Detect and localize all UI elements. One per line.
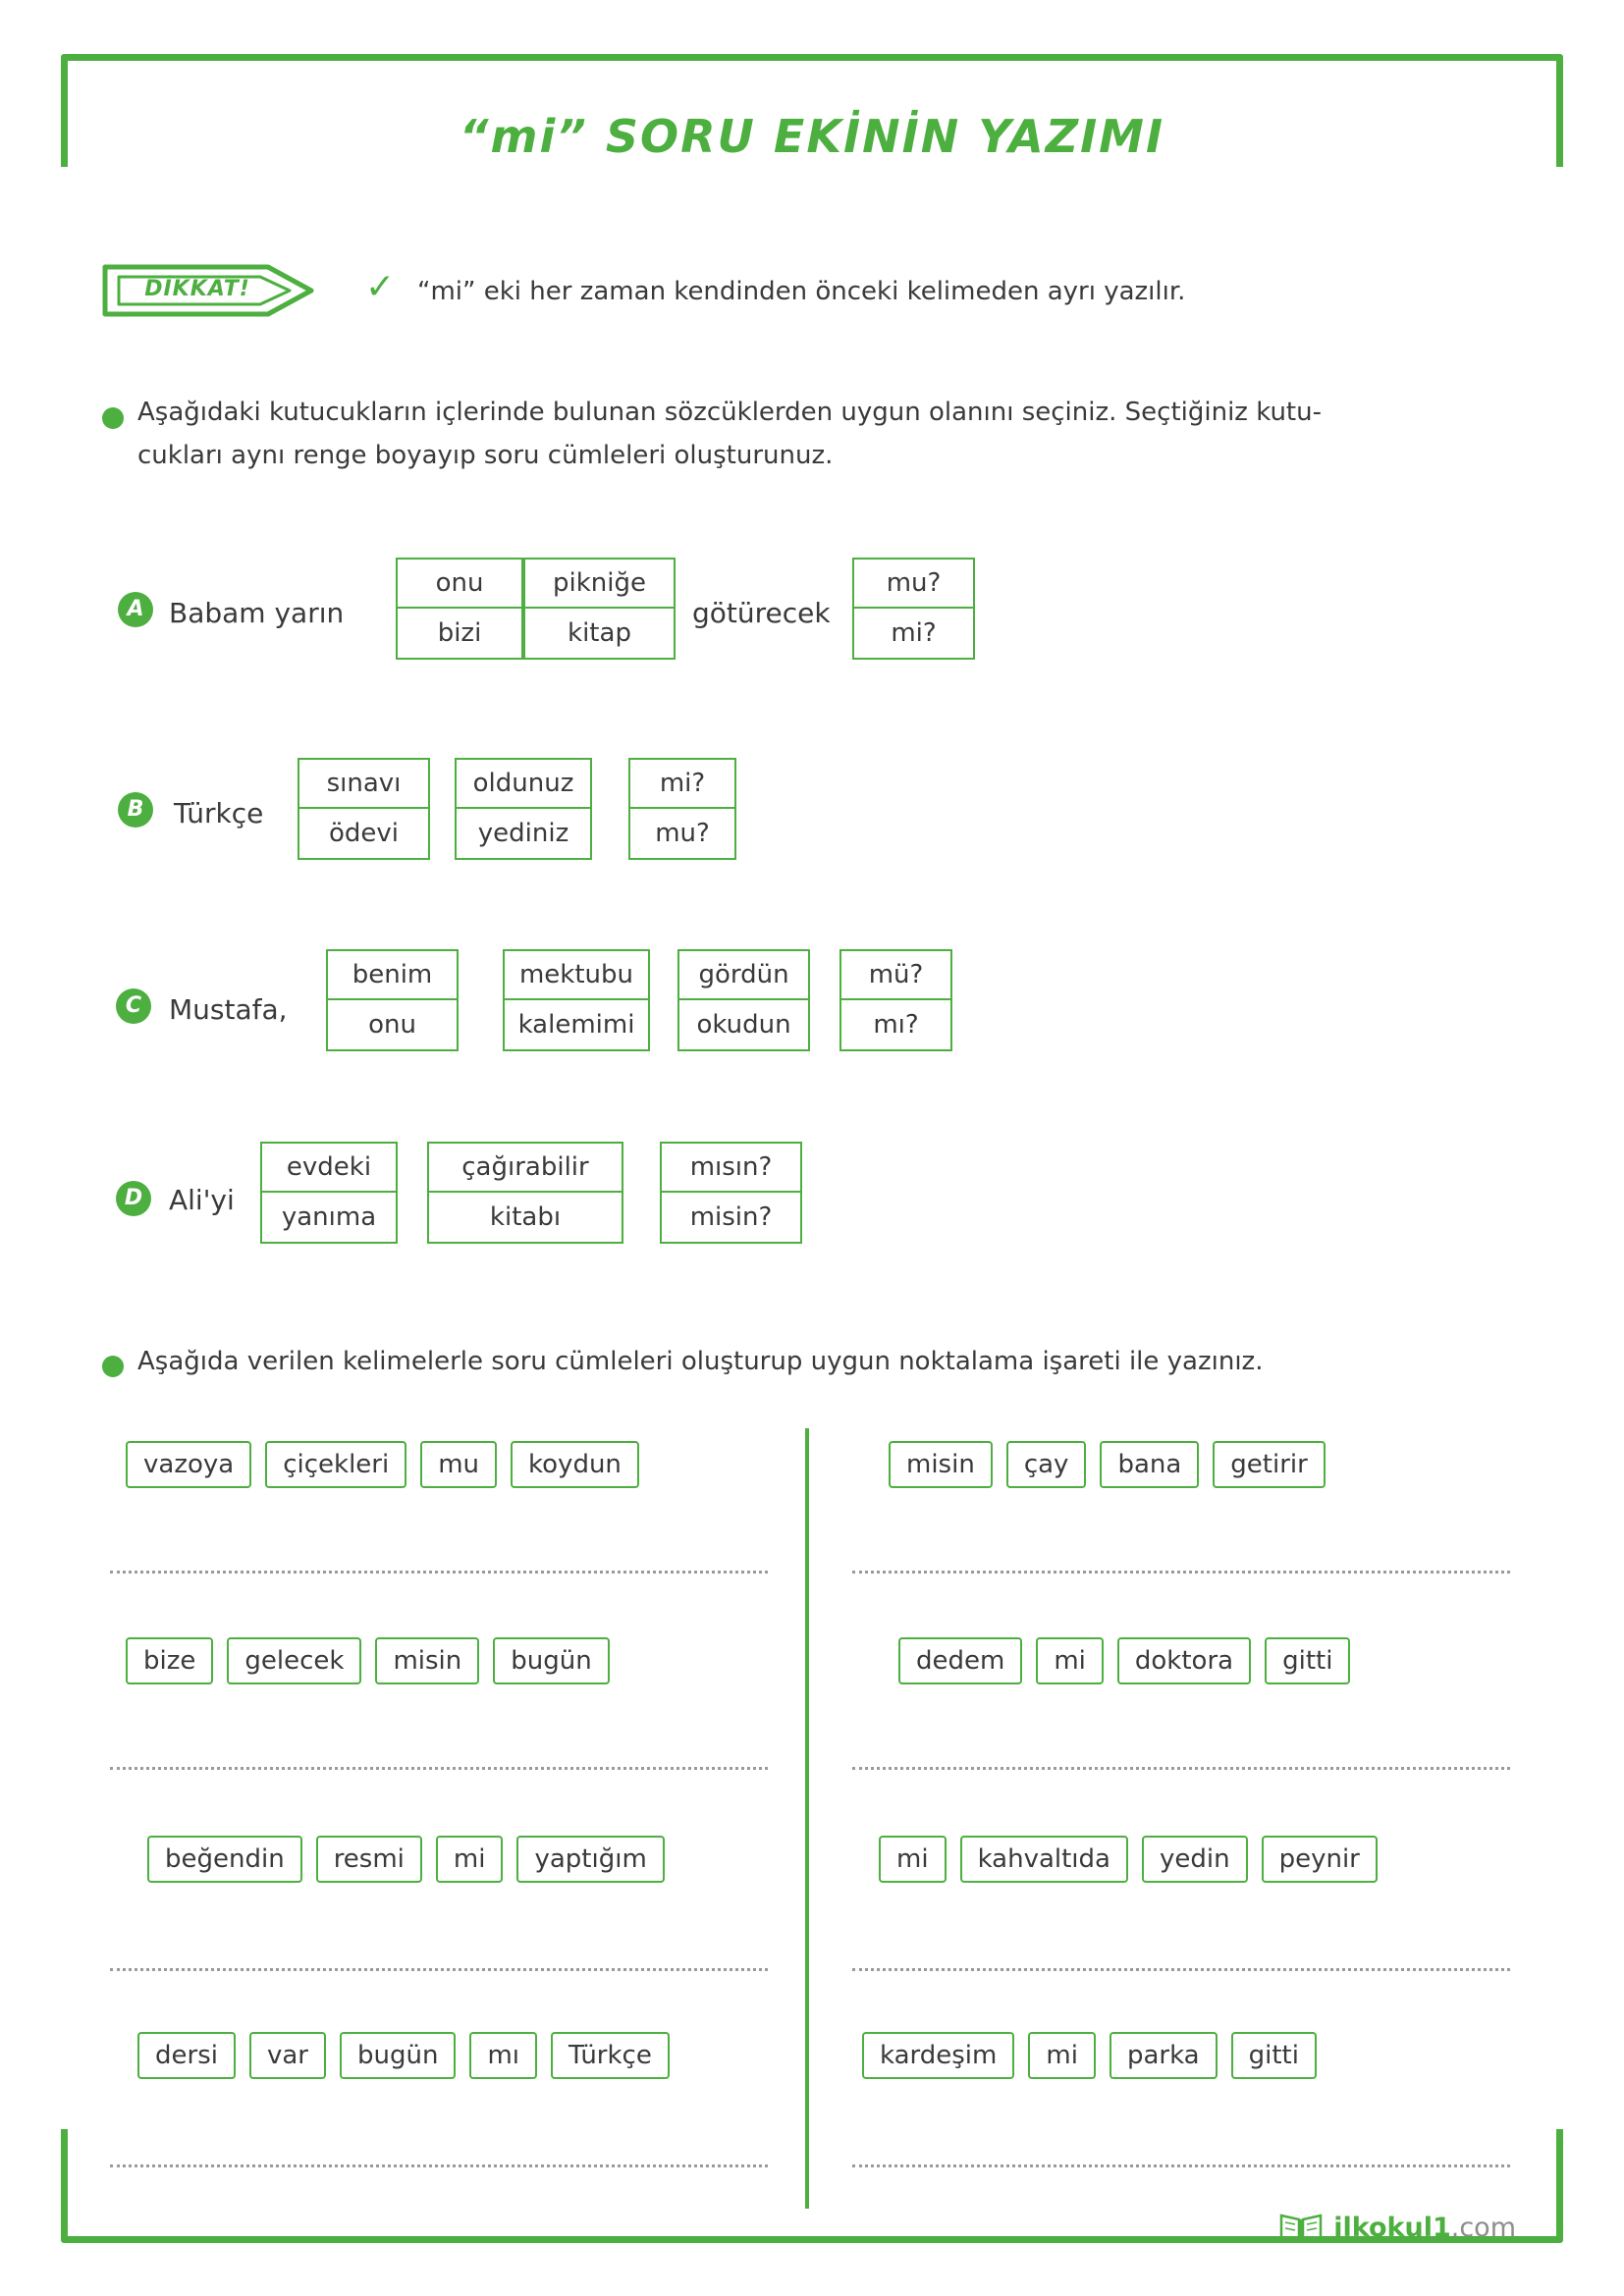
attention-badge [101,257,317,324]
exercise-b-group-2 [455,758,592,860]
choice-cell[interactable]: benim [326,949,459,1000]
word-chip[interactable]: yaptığım [516,1836,664,1883]
word-chip[interactable]: mi [879,1836,947,1883]
choice-cell[interactable]: mektubu [503,949,650,1000]
answer-line-right-1[interactable] [852,1571,1510,1574]
answer-line-right-4[interactable] [852,2164,1510,2167]
word-chip[interactable]: beğendin [147,1836,302,1883]
choice-cell[interactable]: kitabı [427,1193,623,1244]
exercise-label-a: A [118,592,153,627]
exercise-a-group-2 [523,558,676,660]
answer-line-right-3[interactable] [852,1968,1510,1971]
word-chip[interactable]: bugün [340,2032,456,2079]
word-row-right-1 [889,1441,1326,1488]
word-chip[interactable]: parka [1110,2032,1218,2079]
word-chip[interactable]: dersi [137,2032,236,2079]
word-chip[interactable]: doktora [1117,1637,1251,1684]
exercise-c-group-1 [326,949,459,1051]
word-chip[interactable]: yedin [1142,1836,1248,1883]
choice-cell[interactable]: sınavı [298,758,430,809]
exercise-c-group-4 [839,949,952,1051]
choice-cell[interactable]: kalemimi [503,1000,650,1051]
choice-cell[interactable]: yediniz [455,809,592,860]
word-chip[interactable]: gelecek [227,1637,361,1684]
choice-cell[interactable]: mi? [852,609,975,660]
choice-cell[interactable]: mu? [852,558,975,609]
exercise-d-lead: Ali'yi [169,1184,235,1216]
word-chip[interactable]: resmi [316,1836,422,1883]
exercise-a-group-1 [396,558,523,660]
choice-cell[interactable]: gördün [677,949,810,1000]
choice-cell[interactable]: mu? [628,809,736,860]
word-chip[interactable]: mı [469,2032,537,2079]
choice-cell[interactable]: oldunuz [455,758,592,809]
exercise-label-b: B [118,792,153,828]
word-chip[interactable]: bana [1100,1441,1199,1488]
choice-cell[interactable]: onu [326,1000,459,1051]
exercise-d-group-2 [427,1142,623,1244]
choice-cell[interactable]: bizi [396,609,523,660]
exercise-b-group-3 [628,758,736,860]
word-chip[interactable]: gitti [1231,2032,1317,2079]
word-chip[interactable]: Türkçe [551,2032,670,2079]
column-divider [805,1428,809,2209]
word-chip[interactable]: dedem [898,1637,1022,1684]
exercise-label-c: C [116,988,151,1024]
exercise-a-lead: Babam yarın [169,597,345,629]
word-chip[interactable]: bugün [493,1637,609,1684]
logo-suffix: .com [1450,2212,1516,2243]
logo-name: ilkokul1 [1333,2212,1451,2243]
exercise-d-group-1 [260,1142,398,1244]
word-chip[interactable]: kardeşim [862,2032,1014,2079]
check-icon: ✓ [365,267,396,307]
exercise-label-d: D [116,1181,151,1216]
exercise-b-group-1 [298,758,430,860]
exercise-c-lead: Mustafa, [169,993,288,1026]
page-title: “mi” SORU EKİNİN YAZIMI [459,110,1165,163]
word-chip[interactable]: var [249,2032,326,2079]
choice-cell[interactable]: okudun [677,1000,810,1051]
word-chip[interactable]: bize [126,1637,213,1684]
choice-cell[interactable]: ödevi [298,809,430,860]
word-chip[interactable]: mi [1028,2032,1096,2079]
site-logo [1278,2210,1516,2245]
choice-cell[interactable]: pikniğe [523,558,676,609]
word-row-left-1 [126,1441,639,1488]
answer-line-left-2[interactable] [110,1767,768,1770]
choice-cell[interactable]: mısın? [660,1142,802,1193]
word-chip[interactable]: mi [1036,1637,1104,1684]
choice-cell[interactable]: çağırabilir [427,1142,623,1193]
word-chip[interactable]: çiçekleri [265,1441,406,1488]
word-row-right-2 [898,1637,1350,1684]
word-row-right-3 [879,1836,1378,1883]
book-icon [1278,2210,1324,2245]
word-chip[interactable]: koydun [511,1441,639,1488]
word-chip[interactable]: mu [420,1441,497,1488]
exercise-c-group-2 [503,949,650,1051]
instruction-1-line2: cukları aynı renge boyayıp soru cümleleri oluşturunuz. [137,441,834,470]
instruction-1-line1: Aşağıdaki kutucukların içlerinde bulunan sözcüklerden uygun olanını seçiniz. Seçtiğiniz kutu- [137,398,1322,427]
word-row-right-4 [862,2032,1317,2079]
choice-cell[interactable]: onu [396,558,523,609]
word-chip[interactable]: mi [436,1836,504,1883]
choice-cell[interactable]: kitap [523,609,676,660]
attention-label: DİKKAT! [144,277,250,301]
word-chip[interactable]: gitti [1265,1637,1350,1684]
word-chip[interactable]: peynir [1262,1836,1378,1883]
answer-line-left-3[interactable] [110,1968,768,1971]
word-chip[interactable]: getirir [1213,1441,1326,1488]
exercise-d-group-3 [660,1142,802,1244]
choice-cell[interactable]: yanıma [260,1193,398,1244]
word-chip[interactable]: vazoya [126,1441,251,1488]
choice-cell[interactable]: mü? [839,949,952,1000]
exercise-a-group-3 [852,558,975,660]
bullet-icon-2 [102,1356,124,1377]
word-chip[interactable]: kahvaltıda [960,1836,1128,1883]
answer-line-left-4[interactable] [110,2164,768,2167]
word-chip[interactable]: misin [375,1637,479,1684]
choice-cell[interactable]: evdeki [260,1142,398,1193]
exercise-a-middle: götürecek [692,597,831,629]
choice-cell[interactable]: mı? [839,1000,952,1051]
logo-text [1333,2213,1516,2243]
word-row-left-4 [137,2032,670,2079]
choice-cell[interactable]: mi? [628,758,736,809]
word-row-left-3 [147,1836,665,1883]
exercise-b-lead: Türkçe [174,797,264,829]
word-row-left-2 [126,1637,610,1684]
attention-text: “mi” eki her zaman kendinden önceki kelimeden ayrı yazılır. [417,277,1186,306]
answer-line-right-2[interactable] [852,1767,1510,1770]
exercise-c-group-3 [677,949,810,1051]
instruction-2: Aşağıda verilen kelimelerle soru cümleleri oluşturup uygun noktalama işareti ile yazınız. [137,1347,1264,1376]
word-chip[interactable]: çay [1006,1441,1087,1488]
answer-line-left-1[interactable] [110,1571,768,1574]
instruction-1 [137,391,1532,477]
word-chip[interactable]: misin [889,1441,993,1488]
bullet-icon-1 [102,407,124,429]
choice-cell[interactable]: misin? [660,1193,802,1244]
